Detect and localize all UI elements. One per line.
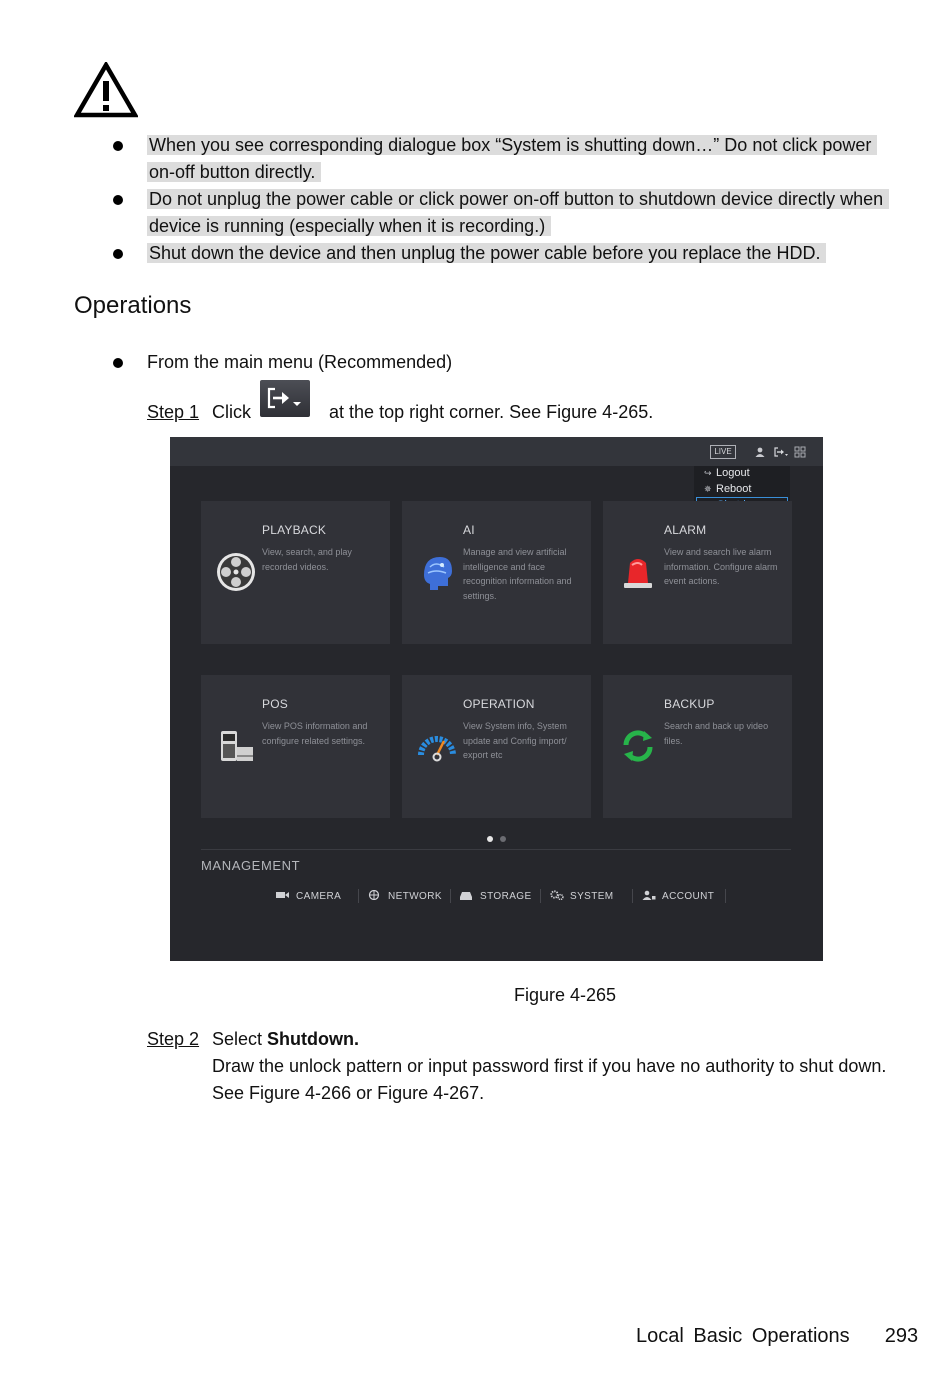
step2-line: Draw the unlock pattern or input password first if you have no authority to shut down.: [212, 1056, 887, 1076]
tile-playback[interactable]: [201, 501, 390, 644]
tile-description: Manage and view artificial intelligence and face recognition information and settings.: [463, 547, 572, 601]
menu-item-reboot[interactable]: [696, 482, 788, 497]
divider: [201, 849, 791, 850]
alarm-light-icon: [617, 551, 659, 593]
user-icon[interactable]: [754, 446, 766, 458]
network-icon: [368, 890, 382, 900]
step2-line: See Figure 4-266 or Figure 4-267.: [212, 1083, 485, 1103]
menu-item-label: Reboot: [716, 483, 752, 495]
tile-backup[interactable]: [603, 675, 792, 818]
tile-ai[interactable]: [402, 501, 591, 644]
warning-list: [110, 132, 910, 267]
warning-text: When you see corresponding dialogue box “System is shutting down…” Do not click power: [147, 135, 877, 155]
management-title: MANAGEMENT: [201, 858, 301, 873]
exit-arrow-icon: [260, 380, 310, 417]
separator: [358, 889, 359, 903]
tile-title: AI: [463, 523, 475, 537]
figure-caption: Figure 4-265: [514, 985, 617, 1005]
menu-item-logout[interactable]: [696, 466, 788, 481]
page-number: 293: [884, 1325, 919, 1347]
tile-title: POS: [262, 697, 288, 711]
section-heading: Operations: [74, 292, 192, 319]
tile-pos[interactable]: [201, 675, 390, 818]
warning-icon: [74, 62, 138, 118]
tile-title: BACKUP: [664, 697, 715, 711]
step2-text: [212, 1026, 932, 1107]
management-label: ACCOUNT: [662, 891, 715, 902]
system-gears-icon: [550, 890, 564, 900]
footer-section: Local Basic Operations: [636, 1325, 850, 1347]
warning-item: [110, 132, 910, 186]
separator: [450, 889, 451, 903]
tile-alarm[interactable]: [603, 501, 792, 644]
page-footer: [636, 1325, 918, 1348]
tile-operation[interactable]: [402, 675, 591, 818]
management-system[interactable]: [550, 890, 614, 902]
tile-description: View POS information and configure related settings.: [262, 721, 368, 746]
warning-text: Shut down the device and then unplug the power cable before you replace the HDD.: [147, 243, 826, 263]
page-dot[interactable]: [500, 836, 506, 842]
tile-title: OPERATION: [463, 697, 535, 711]
live-button[interactable]: LIVE: [710, 445, 736, 459]
warning-item: [110, 186, 910, 240]
film-reel-icon: [215, 551, 257, 593]
bullet-dot: [113, 195, 123, 205]
main-menu-bullet: [110, 349, 747, 376]
top-bar: [170, 437, 823, 466]
camera-icon: [276, 890, 290, 900]
page-dot-active[interactable]: [487, 836, 493, 842]
main-menu-screenshot: [170, 437, 823, 961]
gauge-icon: [416, 725, 458, 767]
management-camera[interactable]: [276, 890, 341, 902]
warning-text: device is running (especially when it is recording.): [147, 216, 551, 236]
ai-head-icon: [416, 551, 458, 593]
grid-menu-icon[interactable]: [794, 446, 806, 458]
separator: [540, 889, 541, 903]
tile-description: Search and back up video files.: [664, 721, 769, 746]
logout-icon: ↪: [704, 468, 712, 478]
management-network[interactable]: [368, 890, 442, 902]
management-label: STORAGE: [480, 891, 532, 902]
warning-text: Do not unplug the power cable or click power on-off button to shutdown device directly when: [147, 189, 889, 209]
step2-label: Step 2: [147, 1029, 200, 1049]
warning-text: on-off button directly.: [147, 162, 321, 182]
bullet-dot: [113, 358, 123, 368]
bullet-dot: [113, 141, 123, 151]
warning-item: [110, 240, 910, 267]
separator: [632, 889, 633, 903]
management-account[interactable]: [642, 890, 714, 902]
step1-text-after: at the top right corner. See Figure 4-265.: [329, 402, 654, 422]
account-icon: [642, 890, 656, 900]
tile-description: View System info, System update and Config import/ export etc: [463, 721, 567, 760]
step2-text-before: Select: [212, 1029, 263, 1049]
exit-menu-button-image: [260, 380, 310, 417]
pos-terminal-icon: [215, 725, 257, 767]
exit-menu-icon[interactable]: [773, 446, 789, 458]
step2-bold: Shutdown.: [267, 1029, 360, 1049]
step1-label: Step 1: [147, 402, 200, 422]
reboot-icon: ✵: [704, 484, 712, 494]
step1-text-before: Click: [212, 402, 251, 422]
bullet-dot: [113, 249, 123, 259]
management-label: SYSTEM: [570, 891, 614, 902]
storage-icon: [460, 890, 474, 900]
backup-sync-icon: [617, 725, 659, 767]
tile-description: View, search, and play recorded videos.: [262, 547, 352, 572]
separator: [725, 889, 726, 903]
bullet-text: From the main menu (Recommended): [147, 352, 453, 372]
management-storage[interactable]: [460, 890, 532, 902]
management-label: CAMERA: [296, 891, 342, 902]
tile-title: ALARM: [664, 523, 707, 537]
tile-description: View and search live alarm information. Configure alarm event actions.: [664, 547, 778, 586]
management-label: NETWORK: [388, 891, 442, 902]
menu-item-label: Logout: [716, 467, 750, 479]
tile-title: PLAYBACK: [262, 523, 327, 537]
